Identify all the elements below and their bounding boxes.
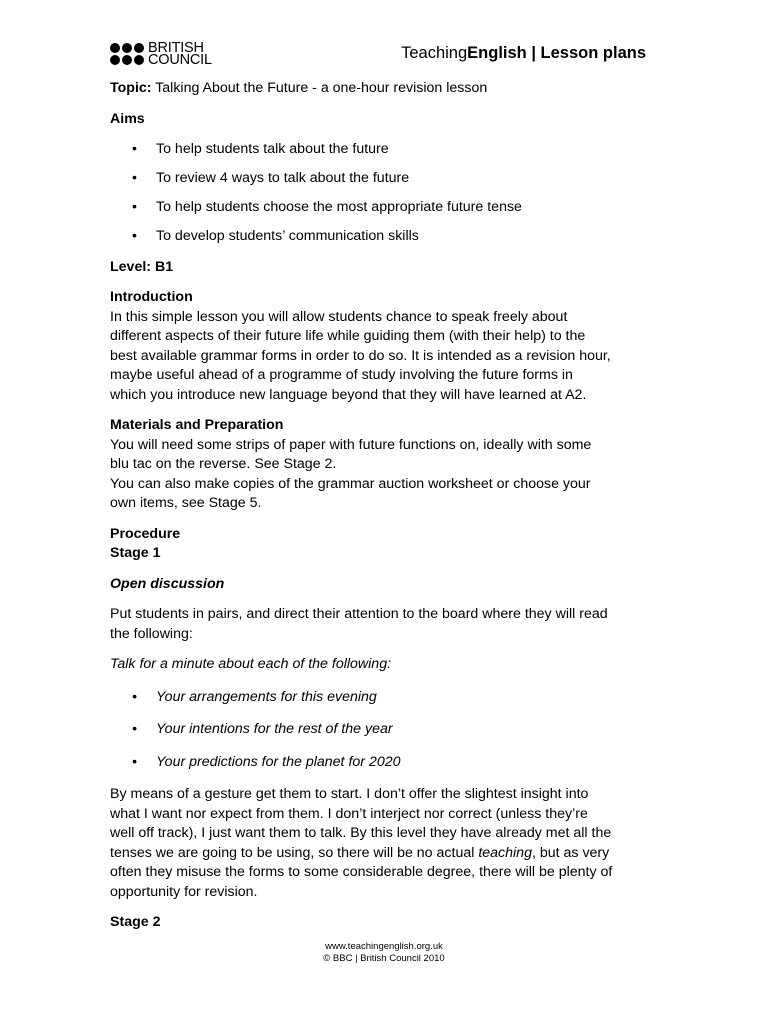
footer-copyright: © BBC | British Council 2010 [323, 953, 445, 964]
stage-1-heading: Stage 1 [110, 545, 161, 561]
document-body [110, 79, 670, 933]
list-item: • Your arrangements for this evening [110, 688, 670, 708]
list-item: • To help students talk about the future [110, 140, 670, 160]
stage-1-instructions: Put students in pairs, and direct their attention to the board where they will read the following: [110, 606, 608, 642]
level-line: Level: B1 [110, 258, 174, 275]
aims-heading: Aims [110, 110, 145, 127]
aims-list [110, 140, 670, 247]
logo-dots-icon [110, 43, 144, 65]
gesture-paragraph: By means of a gesture get them to start. I don’t offer the slightest insight into what I want nor expect from them. I don’t interject nor correct (unless they’re well off track), I just want them to talk. By this level they have already met all the tenses we are going to be using, so there will be no actual teaching, but as very often they misuse the forms to some considerable degree, there will be plenty of opportunity for revision. [110, 786, 613, 900]
materials-heading: Materials and Preparation [110, 417, 284, 433]
discussion-prompt: Talk for a minute about each of the following: [110, 656, 392, 672]
prompt-list [110, 688, 670, 773]
topic-line: Topic: Talking About the Future - a one-hour revision lesson [110, 80, 488, 96]
introduction-text: In this simple lesson you will allow students chance to speak freely about different aspects of their future life while guiding them (with their help) to the best available grammar forms in order to do so. It is intended as a revision hour, maybe useful ahead of a programme of study involving the future forms in which you introduce new language beyond that they will have learned at A2. [110, 308, 611, 403]
introduction-heading: Introduction [110, 289, 193, 305]
procedure-heading: Procedure [110, 525, 181, 542]
list-item: • Your intentions for the rest of the year [110, 720, 670, 740]
materials-text: You will need some strips of paper with future functions on, ideally with some blu tac on the reverse. See Stage 2. You can also make copies of the grammar auction worksheet or choose your own items, see Stage 5. [110, 436, 592, 511]
footer-url: www.teachingenglish.org.uk [325, 941, 443, 952]
stage-1-title: Open discussion [110, 575, 225, 592]
list-item: • To review 4 ways to talk about the future [110, 169, 670, 189]
logo-text: BRITISH COUNCIL [148, 40, 212, 68]
header-title: TeachingEnglish | Lesson plans [401, 44, 646, 62]
stage-2-heading: Stage 2 [110, 914, 161, 930]
british-council-logo [110, 42, 212, 66]
page-footer [0, 941, 768, 965]
list-item: • To develop students’ communication skills [110, 227, 670, 247]
list-item: • To help students choose the most appropriate future tense [110, 198, 670, 218]
list-item: • Your predictions for the planet for 2020 [110, 753, 670, 773]
